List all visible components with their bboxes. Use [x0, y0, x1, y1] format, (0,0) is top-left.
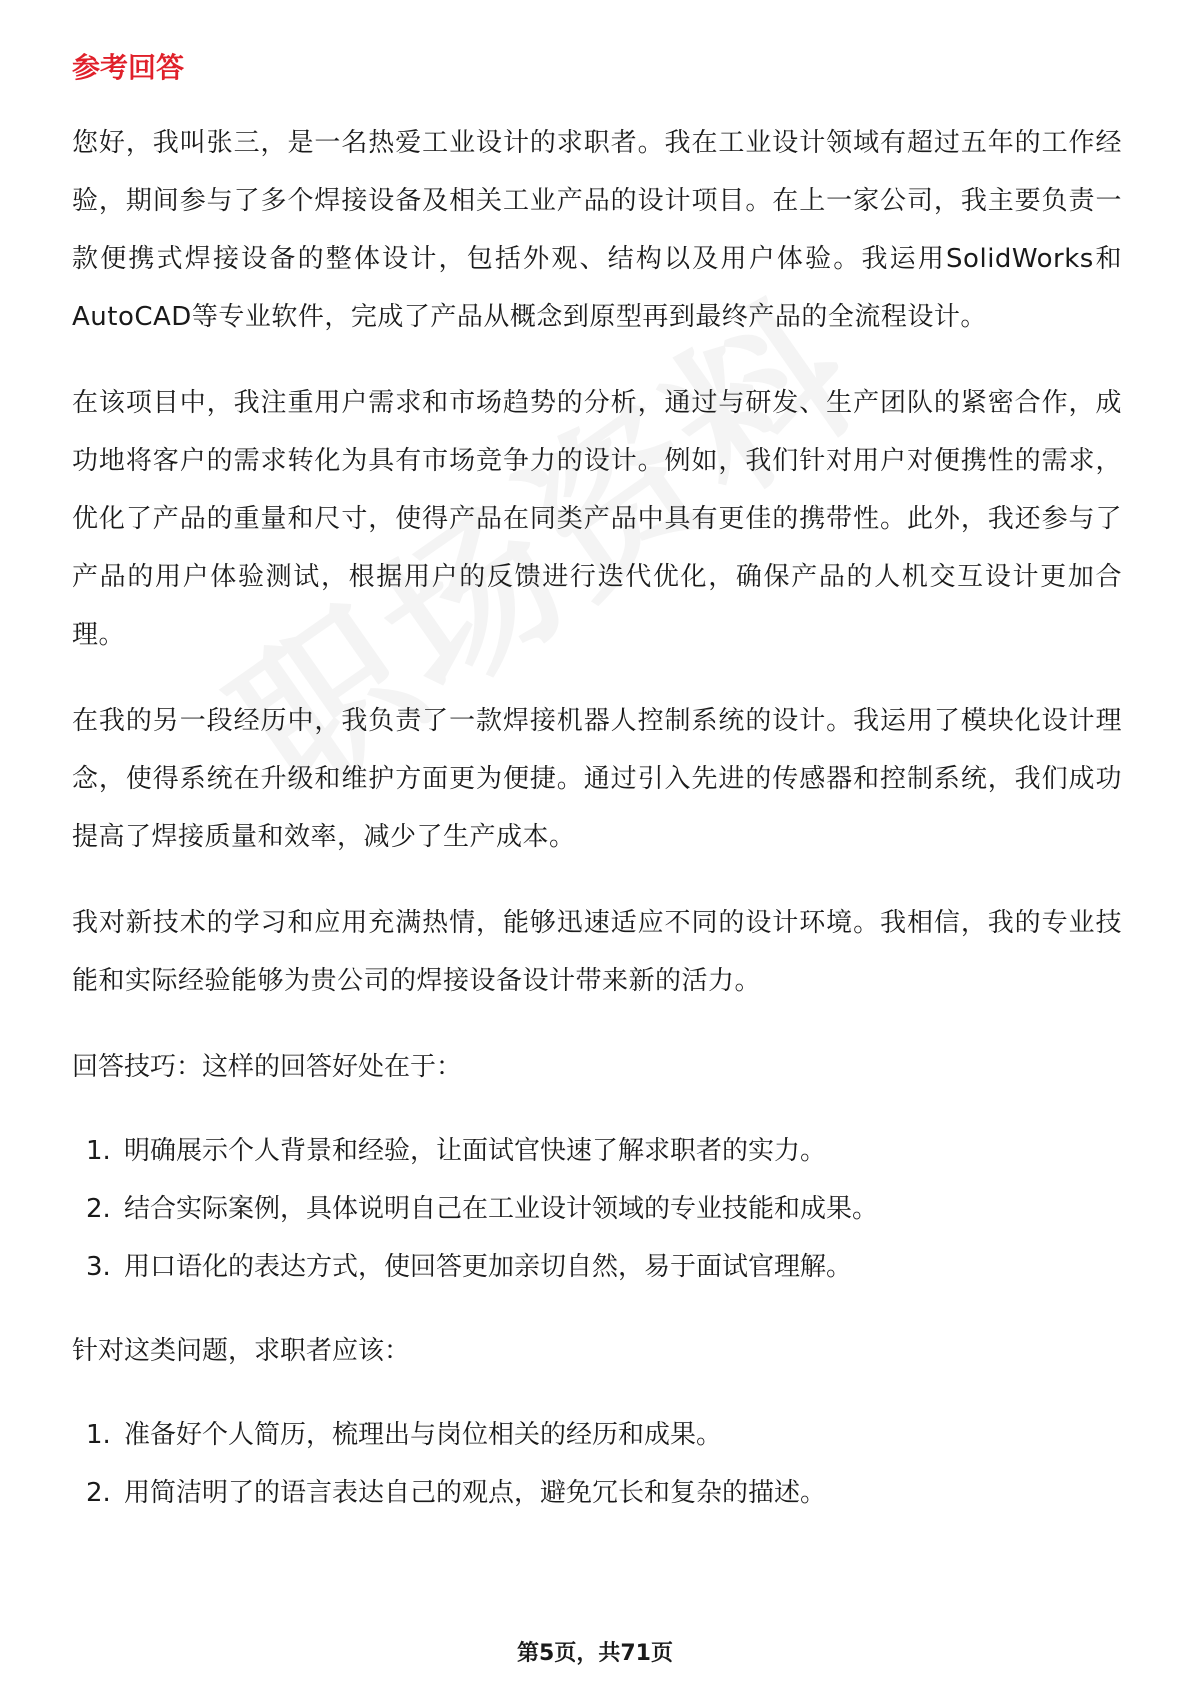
list-item — [86, 1464, 1122, 1522]
list-number: 2. — [86, 1478, 111, 1508]
document-page — [72, 48, 1122, 1548]
list-item-text: 准备好个人简历，梳理出与岗位相关的经历和成果。 — [124, 1420, 723, 1450]
list-item — [86, 1122, 1122, 1180]
list-item-text: 明确展示个人背景和经验，让面试官快速了解求职者的实力。 — [124, 1136, 827, 1166]
list-item-text: 用简洁明了的语言表达自己的观点，避免冗长和复杂的描述。 — [124, 1478, 827, 1508]
paragraph: 在我的另一段经历中，我负责了一款焊接机器人控制系统的设计。我运用了模块化设计理念，使得系统在升级和维护方面更为便捷。通过引入先进的传感器和控制系统，我们成功提高了焊接质量和效率，减少了生产成本。 — [72, 706, 1122, 852]
list-number: 3. — [86, 1252, 111, 1282]
list-number: 2. — [86, 1194, 111, 1224]
list-number: 1. — [86, 1136, 111, 1166]
section-heading: 参考回答 — [72, 51, 185, 84]
advice-list — [72, 1406, 1122, 1522]
advice-intro: 针对这类问题，求职者应该： — [72, 1336, 411, 1366]
list-item — [86, 1406, 1122, 1464]
page-footer: 第5页，共71页 — [517, 1641, 673, 1666]
paragraph: 您好，我叫张三，是一名热爱工业设计的求职者。我在工业设计领域有超过五年的工作经验，期间参与了多个焊接设备及相关工业产品的设计项目。在上一家公司，我主要负责一款便携式焊接设备的整体设计，包括外观、结构以及用户体验。我运用SolidWorks和AutoCAD等专业软件，完成了产品从概念到原型再到最终产品的全流程设计。 — [72, 128, 1122, 332]
list-item-text: 结合实际案例，具体说明自己在工业设计领域的专业技能和成果。 — [124, 1194, 879, 1224]
list-item-text: 用口语化的表达方式，使回答更加亲切自然，易于面试官理解。 — [124, 1252, 853, 1282]
list-item — [86, 1238, 1122, 1296]
tips-list — [72, 1122, 1122, 1296]
paragraph: 我对新技术的学习和应用充满热情，能够迅速适应不同的设计环境。我相信，我的专业技能和实际经验能够为贵公司的焊接设备设计带来新的活力。 — [72, 908, 1122, 996]
list-item — [86, 1180, 1122, 1238]
list-number: 1. — [86, 1420, 111, 1450]
tips-intro: 回答技巧：这样的回答好处在于： — [72, 1052, 463, 1082]
paragraph: 在该项目中，我注重用户需求和市场趋势的分析，通过与研发、生产团队的紧密合作，成功地将客户的需求转化为具有市场竞争力的设计。例如，我们针对用户对便携性的需求，优化了产品的重量和尺寸，使得产品在同类产品中具有更佳的携带性。此外，我还参与了产品的用户体验测试，根据用户的反馈进行迭代优化，确保产品的人机交互设计更加合理。 — [72, 388, 1122, 650]
